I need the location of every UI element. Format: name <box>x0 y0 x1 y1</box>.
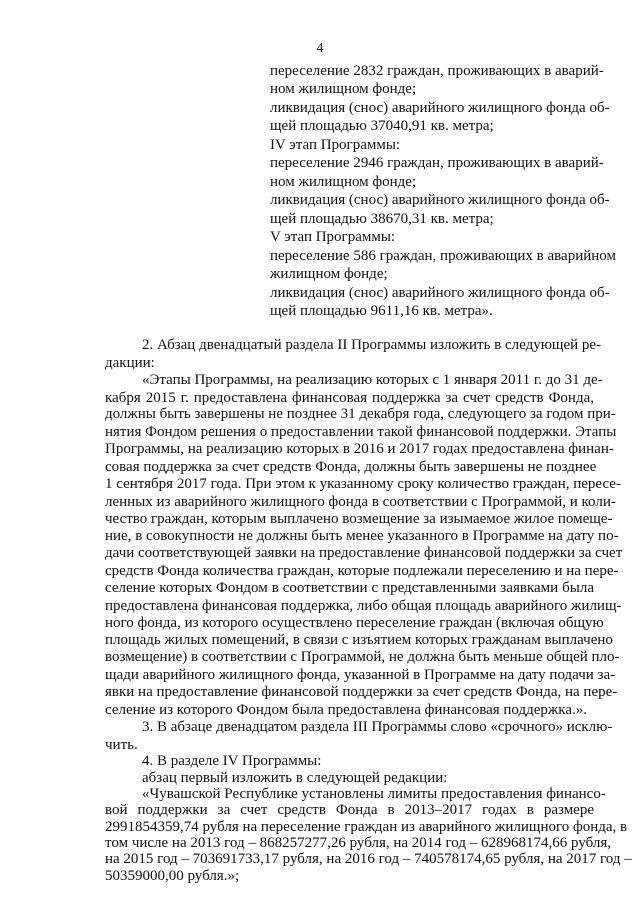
paragraph-line: 2. Абзац двенадцатый раздела II Программы изложить в следующей ре- <box>142 337 602 353</box>
paragraph-line: возмещение) в соответствии с Программой, не должна быть меньше общей пло- <box>105 649 620 666</box>
paragraph-line: на 2015 год – 703691733,17 рубля, на 2016 год – 740578174,65 рубля, на 2017 год – <box>105 851 632 868</box>
paragraph-line: 2991854359,74 рубля на переселение граждан из аварийного жилищного фонда, в <box>105 818 628 835</box>
paragraph-line: средств Фонда количества граждан, которые подлежали переселению и на пере- <box>105 563 619 579</box>
paragraph-line: 1 сентября 2017 года. При этом к указанному сроку количество граждан, пересе- <box>105 475 621 492</box>
quoted-line: щей площадью 37040,91 кв. метра; <box>270 118 494 134</box>
quoted-line: щей площадью 9611,16 кв. метра». <box>270 303 493 319</box>
paragraph-line: вой поддержки за счет средств Фонда в 2013–2017 годах в размере <box>105 802 594 819</box>
quoted-line: переселение 2946 граждан, проживающих в аварий- <box>270 155 604 171</box>
paragraph-line: явки на предоставление финансовой поддержки за счет средств Фонда, на пере- <box>105 684 618 700</box>
paragraph-line: чество граждан, которым выплачено возмещение за изымаемое жилое помеще- <box>105 510 613 527</box>
quoted-line: жилищном фонде; <box>270 266 388 282</box>
paragraph-line: том числе на 2013 год – 868257277,26 рубля, на 2014 год – 628968174,66 рубля, <box>105 835 612 851</box>
paragraph-line: нятия Фондом решения о предоставлении такой финансовой поддержки. Этапы <box>105 424 617 441</box>
paragraph-line: абзац первый изложить в следующей редакции: <box>142 769 448 786</box>
quoted-line: щей площадью 38670,31 кв. метра; <box>270 211 494 227</box>
paragraph-line: 4. В разделе IV Программы: <box>142 753 322 770</box>
paragraph-line: «Этапы Программы, на реализацию которых с 1 января 2011 г. до 31 де- <box>142 371 603 388</box>
quoted-line: IV этап Программы: <box>270 137 401 153</box>
quoted-line: переселение 586 граждан, проживающих в аварийном <box>270 248 617 264</box>
quoted-line: V этап Программы: <box>270 229 396 245</box>
paragraph-line: селение из которого Фондом была предоставлена финансовая поддержка.». <box>105 701 588 718</box>
paragraph-line: «Чувашской Республике установлены лимиты предоставления финансо- <box>142 786 606 803</box>
paragraph-line: селение которых Фондом в соответствии с представленными заявками была <box>105 579 594 596</box>
paragraph-line: дакции: <box>105 354 155 371</box>
paragraph-line: ленных из аварийного жилищного фонда в соответствии с Программой, и коли- <box>105 493 616 510</box>
quoted-line: ликвидация (снос) аварийного жилищного фонда об- <box>270 192 610 208</box>
paragraph-line: площадь жилых помещений, в связи с изъятием которых гражданам выплачено <box>105 632 613 649</box>
page-number: 4 <box>316 40 324 55</box>
paragraph-line: дачи соответствующей заявки на предоставление финансовой поддержки за счет <box>105 545 623 562</box>
paragraph-line: ного фонда, из которого осуществлено переселение граждан (включая общую <box>105 614 604 631</box>
paragraph-line: 3. В абзаце двенадцатом раздела III Программы слово «срочного» исклю- <box>142 718 613 735</box>
paragraph-line: ние, в совокупности не должны быть менее указанного в Программе на дату по- <box>105 528 619 545</box>
quoted-line: переселение 2832 граждан, проживающих в аварий- <box>270 63 604 79</box>
paragraph-line: предоставлена финансовая поддержка, либо общая площадь аварийного жилищ- <box>105 597 622 614</box>
paragraph-line: совая поддержка за счет средств Фонда, должны быть завершены не позднее <box>105 458 597 475</box>
paragraph-line: щади аварийного жилищного фонда, указанной в Программе на дату подачи за- <box>105 667 616 684</box>
quoted-line: ликвидация (снос) аварийного жилищного фонда об- <box>270 285 610 301</box>
quoted-line: ном жилищном фонде; <box>270 174 417 190</box>
paragraph-line: должны быть завершены не позднее 31 декабря года, следующего за годом при- <box>105 406 616 423</box>
paragraph-line: чить. <box>105 736 138 753</box>
paragraph-line: 50359000,00 рубля.»; <box>105 867 240 884</box>
paragraph-line: кабря 2015 г. предоставлена финансовая поддержка за счет средств Фонда, <box>105 389 594 406</box>
quoted-line: ном жилищном фонде; <box>270 81 417 97</box>
quoted-line: ликвидация (снос) аварийного жилищного фонда об- <box>270 100 610 116</box>
paragraph-line: Программы, на реализацию которых в 2016 и 2017 годах предоставлена финан- <box>105 441 614 458</box>
